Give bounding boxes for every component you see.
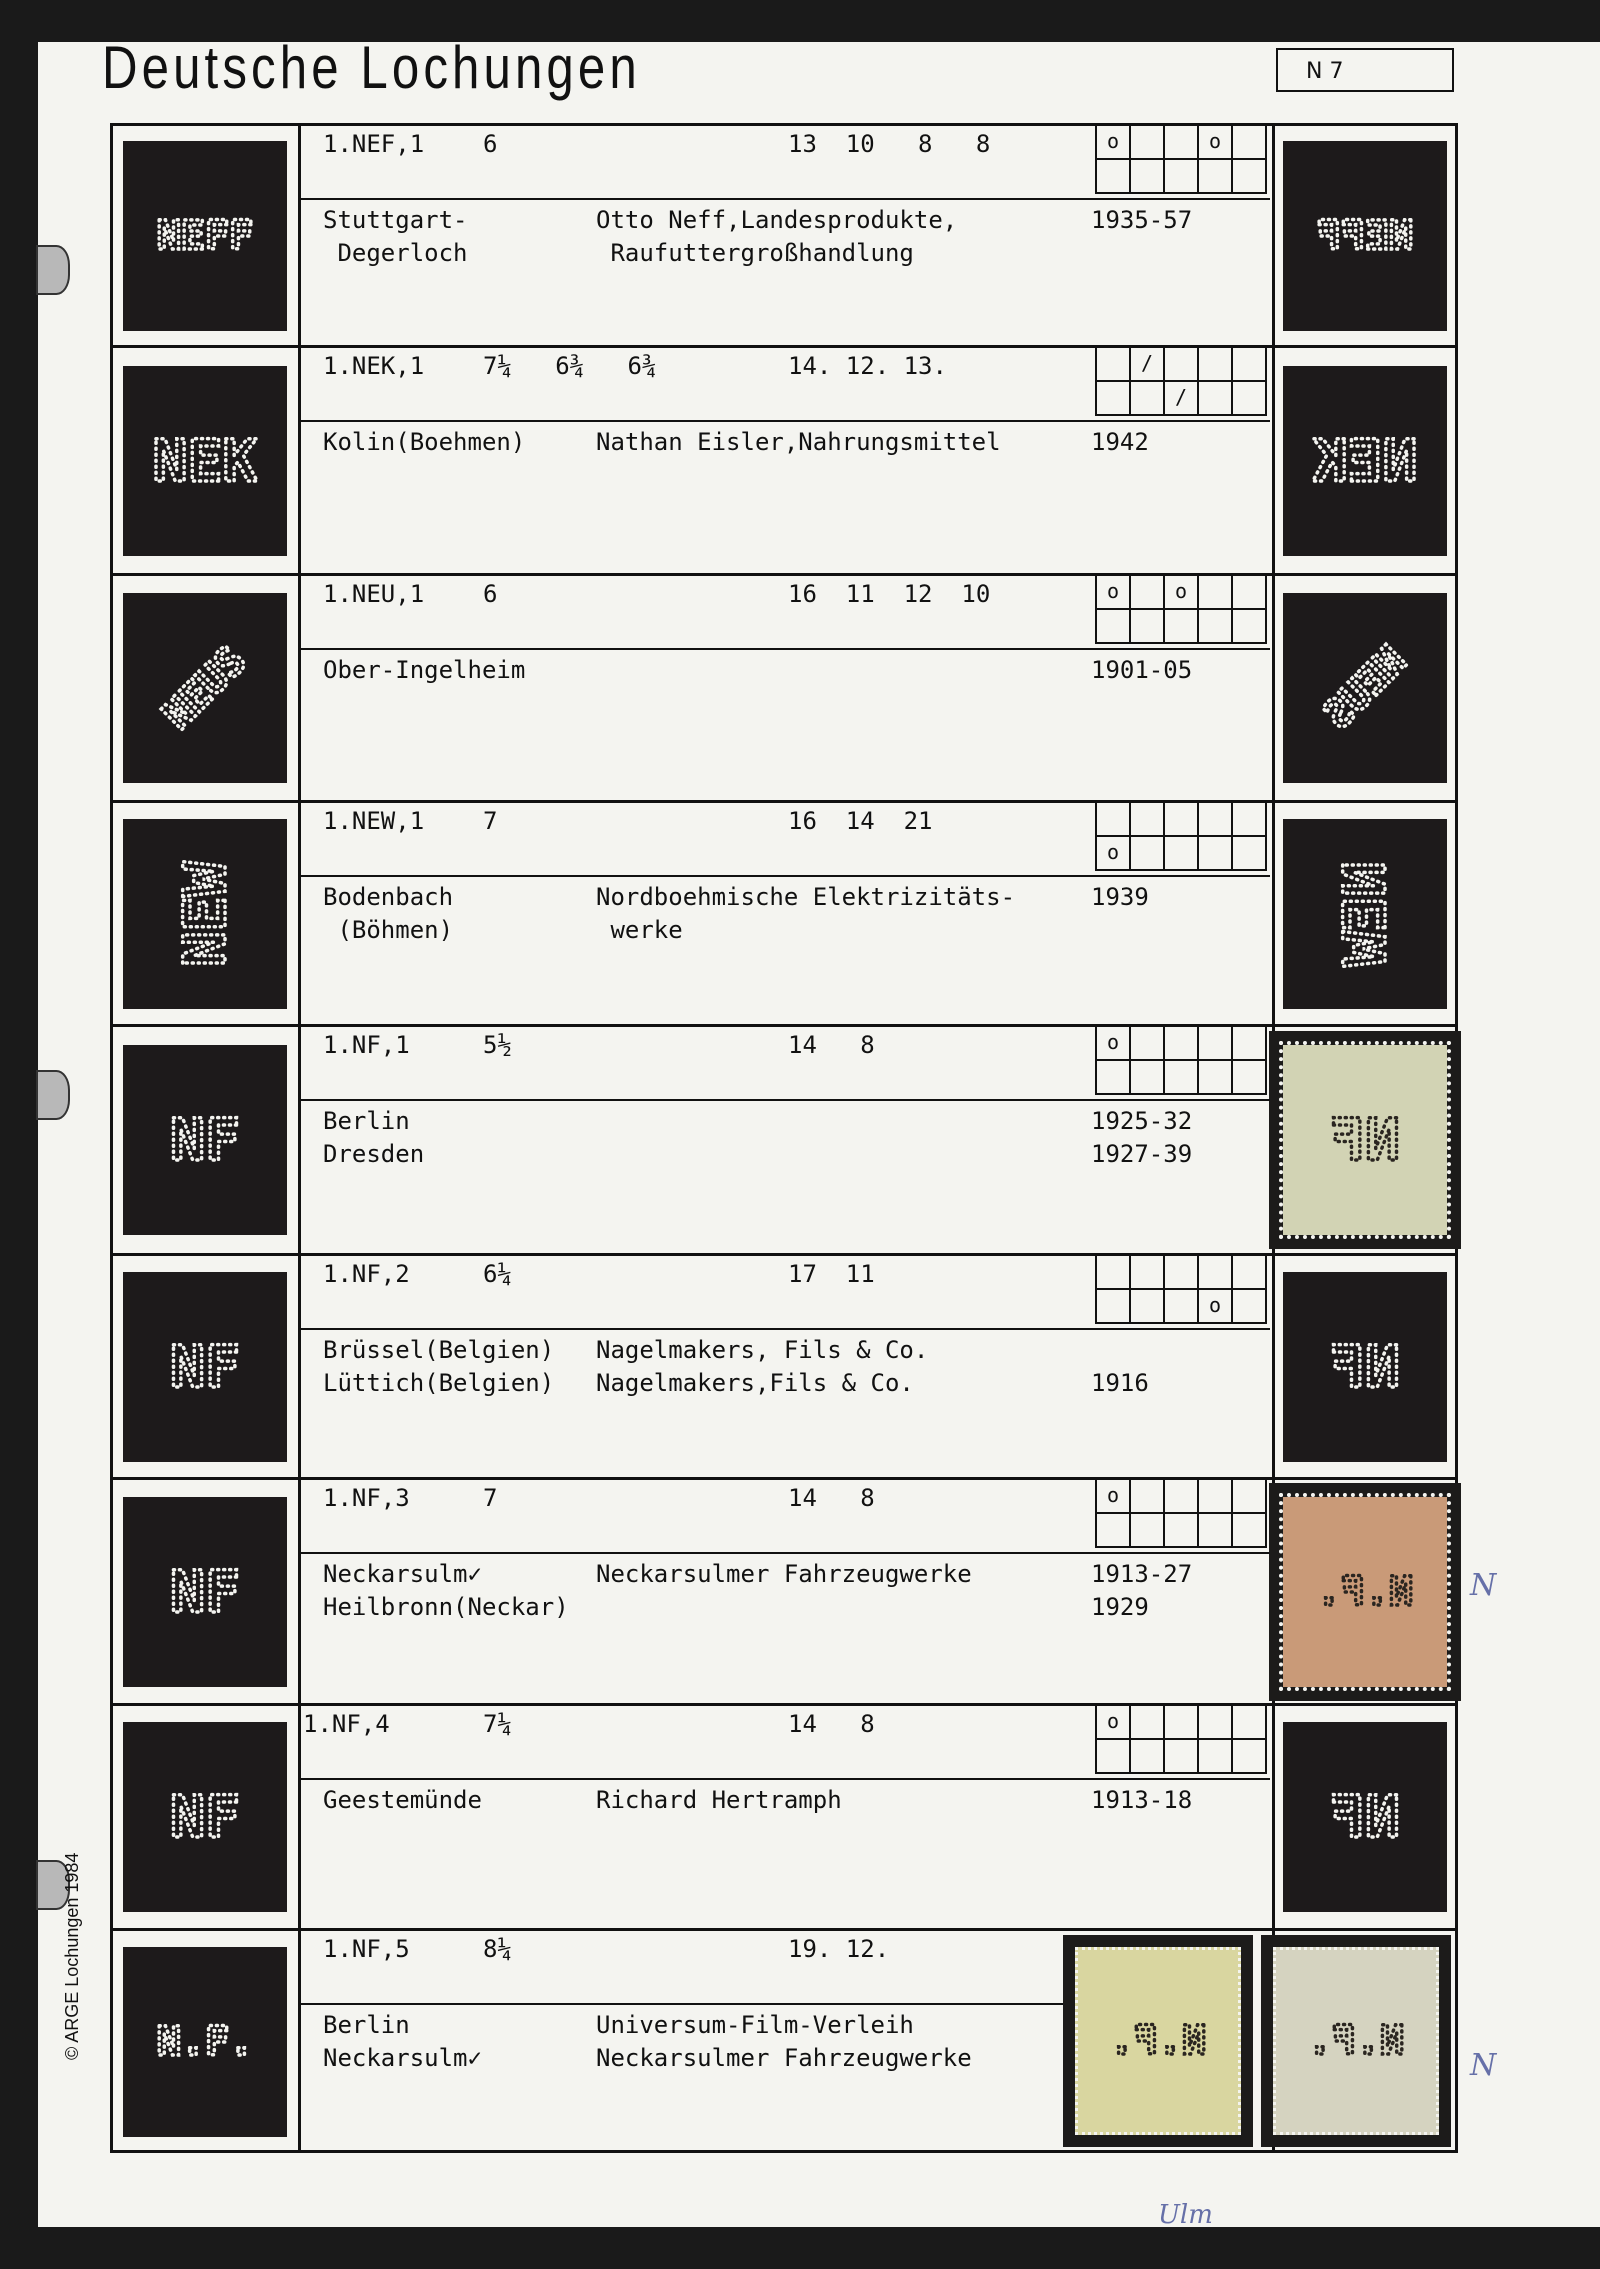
- location: Geestemünde: [323, 1786, 482, 1814]
- company-name: Nagelmakers,Fils & Co.: [596, 1369, 914, 1397]
- company-name: Raufuttergroßhandlung: [596, 239, 914, 267]
- perfin-stamp-back: [1283, 141, 1447, 331]
- location: Berlin: [323, 1107, 410, 1135]
- hole-counts: 19. 12.: [788, 1935, 890, 1963]
- company-name: Neckarsulmer Fahrzeugwerke: [596, 2044, 972, 2072]
- location: Neckarsulm✓: [323, 2044, 482, 2072]
- usage-box: [1131, 1256, 1165, 1290]
- usage-box: [1199, 348, 1233, 382]
- svg-text:N.F.: N.F.: [156, 2019, 254, 2065]
- svg-text:NEW: NEW: [171, 861, 239, 967]
- row-divider: [298, 1328, 1270, 1330]
- location: Brüssel(Belgien): [323, 1336, 555, 1364]
- stamp-back-cell: [1272, 1480, 1455, 1703]
- years-used: 1935-57: [1091, 206, 1193, 234]
- hole-counts: 14. 12. 13.: [788, 352, 947, 380]
- usage-box: [1131, 576, 1165, 610]
- usage-box: [1097, 1740, 1131, 1774]
- entry-table: [110, 123, 1458, 2153]
- catalog-entry: [113, 1931, 1455, 2153]
- catalog-entry: [113, 576, 1455, 803]
- svg-text:NF: NF: [170, 1783, 240, 1851]
- stamp-cell: [113, 576, 301, 800]
- hole-counts: 14 8: [788, 1484, 875, 1512]
- company-name: Universum-Film-Verleih: [596, 2011, 914, 2039]
- perfin-code: 1.NEF,1: [323, 130, 425, 158]
- usage-box: [1131, 1027, 1165, 1061]
- svg-text:N.F.: N.F.: [1109, 2018, 1207, 2064]
- usage-box: /: [1131, 348, 1165, 382]
- hole-counts: 17 11: [788, 1260, 875, 1288]
- perfin-stamp-front: [123, 366, 287, 556]
- usage-box: [1165, 1514, 1199, 1548]
- usage-box: o: [1199, 1290, 1233, 1324]
- svg-text:N.F.: N.F.: [1316, 1569, 1414, 1615]
- location: Bodenbach: [323, 883, 454, 911]
- row-divider: [298, 875, 1270, 877]
- hole-counts: 16 14 21: [788, 807, 933, 835]
- usage-box: [1199, 1740, 1233, 1774]
- usage-box: [1199, 610, 1233, 644]
- usage-box: [1199, 1256, 1233, 1290]
- perforation-gauge: 6: [483, 130, 498, 158]
- location: Berlin: [323, 2011, 410, 2039]
- location: Neckarsulm✓: [323, 1560, 482, 1588]
- perfin-stamp-front: [123, 1272, 287, 1462]
- usage-box: [1131, 1480, 1165, 1514]
- handwritten-note: N: [1470, 1568, 1497, 1603]
- usage-box: [1097, 1290, 1131, 1324]
- svg-text:NEUS: NEUS: [1314, 637, 1416, 739]
- perfin-stamp-back: [1283, 593, 1447, 783]
- years-used: 1929: [1091, 1593, 1149, 1621]
- perfin-stamp-back: [1283, 819, 1447, 1009]
- perforation-gauge: 7¼: [483, 1710, 512, 1738]
- usage-box: [1097, 610, 1131, 644]
- usage-box: [1199, 1514, 1233, 1548]
- row-divider: [298, 1778, 1270, 1780]
- usage-box: [1131, 1514, 1165, 1548]
- hole-counts: 16 11 12 10: [788, 580, 991, 608]
- usage-box: [1131, 803, 1165, 837]
- row-divider: [298, 1099, 1270, 1101]
- perforation-gauge: 5½: [483, 1031, 512, 1059]
- usage-box: [1165, 1480, 1199, 1514]
- stamp-cell: [113, 126, 301, 345]
- usage-box: [1233, 1480, 1267, 1514]
- perfin-stamp-back: [1283, 366, 1447, 556]
- svg-text:NF: NF: [170, 1558, 240, 1626]
- usage-box: o: [1097, 1027, 1131, 1061]
- usage-box: [1233, 837, 1267, 871]
- usage-box: [1131, 160, 1165, 194]
- perfin-stamp-front: [123, 593, 287, 783]
- usage-box: [1199, 803, 1233, 837]
- svg-text:N.F.: N.F.: [1307, 2018, 1405, 2064]
- row-divider: [298, 1552, 1270, 1554]
- catalog-entry: [113, 1256, 1455, 1480]
- usage-box: o: [1097, 1480, 1131, 1514]
- usage-box: [1165, 1740, 1199, 1774]
- affixed-stamp: [1261, 1935, 1451, 2147]
- years-used: 1942: [1091, 428, 1149, 456]
- stamp-back-cell: [1272, 1027, 1455, 1253]
- location: Lüttich(Belgien): [323, 1369, 555, 1397]
- usage-box: [1233, 610, 1267, 644]
- handwritten-note: Ulm: [1158, 2200, 1213, 2230]
- company-name: Otto Neff,Landesprodukte,: [596, 206, 958, 234]
- row-divider: [298, 648, 1270, 650]
- perfin-stamp-back: [1283, 1497, 1447, 1687]
- usage-box: [1165, 1061, 1199, 1095]
- stamp-cell: [113, 1931, 301, 2153]
- usage-box: [1233, 803, 1267, 837]
- usage-box: [1199, 160, 1233, 194]
- company-name: Neckarsulmer Fahrzeugwerke: [596, 1560, 972, 1588]
- usage-box: [1233, 1514, 1267, 1548]
- catalog-entry: [113, 348, 1455, 576]
- usage-box: [1131, 837, 1165, 871]
- stamp-cell: [113, 1256, 301, 1477]
- perfin-code: 1.NF,1: [323, 1031, 410, 1059]
- usage-box: [1199, 1480, 1233, 1514]
- perfin-code: 1.NEK,1: [323, 352, 425, 380]
- usage-box: [1097, 1514, 1131, 1548]
- location: Heilbronn(Neckar): [323, 1593, 569, 1621]
- location: Degerloch: [323, 239, 468, 267]
- hole-counts: 14 8: [788, 1710, 875, 1738]
- usage-box: [1199, 837, 1233, 871]
- perfin-stamp-back: [1283, 1722, 1447, 1912]
- usage-box: [1233, 348, 1267, 382]
- usage-box: [1165, 1706, 1199, 1740]
- stamp-back-cell: [1272, 126, 1455, 345]
- company-name: Nathan Eisler,Nahrungsmittel: [596, 428, 1001, 456]
- svg-text:NEFF: NEFF: [1316, 213, 1414, 259]
- usage-box: [1199, 1027, 1233, 1061]
- perfin-stamp-front: [123, 819, 287, 1009]
- usage-grid: [1095, 1480, 1267, 1548]
- catalog-entry: [113, 1480, 1455, 1706]
- stamp-back-cell: [1272, 1256, 1455, 1477]
- svg-text:NEW: NEW: [1331, 861, 1399, 967]
- svg-text:NF: NF: [1330, 1333, 1400, 1401]
- company-name: Nordboehmische Elektrizitäts-: [596, 883, 1016, 911]
- usage-box: o: [1097, 837, 1131, 871]
- usage-box: [1097, 1061, 1131, 1095]
- years-used: 1925-32: [1091, 1107, 1193, 1135]
- usage-box: o: [1199, 126, 1233, 160]
- usage-box: [1131, 1061, 1165, 1095]
- usage-box: [1131, 382, 1165, 416]
- usage-box: [1199, 1706, 1233, 1740]
- usage-box: [1165, 1256, 1199, 1290]
- usage-box: o: [1097, 126, 1131, 160]
- usage-box: [1233, 382, 1267, 416]
- location: Stuttgart-: [323, 206, 468, 234]
- usage-box: [1199, 1061, 1233, 1095]
- handwritten-note: N: [1470, 2048, 1497, 2083]
- usage-box: [1233, 1256, 1267, 1290]
- perfin-stamp-front: [123, 1947, 287, 2137]
- hole-counts: 14 8: [788, 1031, 875, 1059]
- usage-box: [1097, 348, 1131, 382]
- usage-box: [1165, 837, 1199, 871]
- svg-text:NEK: NEK: [152, 427, 258, 495]
- usage-box: [1097, 1256, 1131, 1290]
- perfin-code: 1.NF,3: [323, 1484, 410, 1512]
- usage-box: o: [1097, 576, 1131, 610]
- usage-box: [1165, 160, 1199, 194]
- perfin-stamp-front: [123, 1722, 287, 1912]
- perforation-gauge: 7¼ 6¾ 6¾: [483, 352, 657, 380]
- usage-box: [1233, 576, 1267, 610]
- perfin-code: 1.NF,2: [323, 1260, 410, 1288]
- svg-text:NEK: NEK: [1312, 427, 1418, 495]
- perfin-stamp-front: [123, 1497, 287, 1687]
- perfin-code: 1.NF,4: [303, 1710, 390, 1738]
- perfin-code: 1.NEU,1: [323, 580, 425, 608]
- usage-box: [1233, 126, 1267, 160]
- usage-box: [1165, 1290, 1199, 1324]
- perfin-stamp-back: [1283, 1045, 1447, 1235]
- row-divider: [298, 420, 1270, 422]
- svg-text:NF: NF: [170, 1333, 240, 1401]
- svg-text:NF: NF: [1330, 1783, 1400, 1851]
- company-name: werke: [596, 916, 683, 944]
- company-name: Nagelmakers, Fils & Co.: [596, 1336, 929, 1364]
- usage-grid: [1095, 1706, 1267, 1774]
- usage-box: [1233, 1061, 1267, 1095]
- location: Kolin(Boehmen): [323, 428, 526, 456]
- catalog-entry: [113, 1027, 1455, 1256]
- usage-box: [1233, 1290, 1267, 1324]
- page-number: N 7: [1276, 48, 1454, 92]
- page-title: Deutsche Lochungen: [102, 34, 641, 101]
- usage-box: [1097, 160, 1131, 194]
- perforation-gauge: 6: [483, 580, 498, 608]
- usage-grid: [1095, 126, 1267, 194]
- usage-grid: [1095, 348, 1267, 416]
- usage-box: o: [1097, 1706, 1131, 1740]
- usage-box: [1097, 803, 1131, 837]
- perforation-gauge: 7: [483, 1484, 498, 1512]
- usage-box: [1199, 382, 1233, 416]
- stamp-cell: [113, 1480, 301, 1703]
- usage-box: [1233, 160, 1267, 194]
- stamp-cell: [113, 1027, 301, 1253]
- usage-box: [1233, 1740, 1267, 1774]
- svg-text:NF: NF: [170, 1106, 240, 1174]
- catalog-entry: [113, 1706, 1455, 1931]
- stamp-cell: [113, 348, 301, 573]
- usage-box: [1165, 126, 1199, 160]
- usage-box: [1233, 1706, 1267, 1740]
- perforation-gauge: 8¼: [483, 1935, 512, 1963]
- usage-box: [1165, 610, 1199, 644]
- stamp-back-cell: [1272, 1706, 1455, 1928]
- stamp-cell: [113, 1706, 301, 1928]
- stamp-back-cell: [1272, 348, 1455, 573]
- usage-grid: [1095, 1027, 1267, 1095]
- usage-grid: [1095, 576, 1267, 644]
- years-used: 1927-39: [1091, 1140, 1193, 1168]
- svg-text:NEFF: NEFF: [156, 213, 254, 259]
- perforation-gauge: 7: [483, 807, 498, 835]
- usage-box: [1131, 1740, 1165, 1774]
- usage-box: [1165, 1027, 1199, 1061]
- usage-box: [1131, 1290, 1165, 1324]
- perforation-gauge: 6¼: [483, 1260, 512, 1288]
- usage-box: [1199, 576, 1233, 610]
- location: Dresden: [323, 1140, 425, 1168]
- usage-box: [1131, 126, 1165, 160]
- years-used: 1913-18: [1091, 1786, 1193, 1814]
- location: Ober-Ingelheim: [323, 656, 526, 684]
- catalog-entry: [113, 803, 1455, 1027]
- company-name: Richard Hertramph: [596, 1786, 842, 1814]
- usage-box: o: [1165, 576, 1199, 610]
- hole-counts: 13 10 8 8: [788, 130, 991, 158]
- years-used: 1916: [1091, 1369, 1149, 1397]
- years-used: 1913-27: [1091, 1560, 1193, 1588]
- usage-box: [1131, 1706, 1165, 1740]
- stamp-cell: [113, 803, 301, 1024]
- usage-box: [1165, 348, 1199, 382]
- stamp-back-cell: [1272, 803, 1455, 1024]
- perfin-code: 1.NEW,1: [323, 807, 425, 835]
- usage-box: [1097, 382, 1131, 416]
- row-divider: [298, 2003, 1178, 2005]
- stamp-back-cell: [1272, 576, 1455, 800]
- usage-grid: [1095, 803, 1267, 871]
- usage-box: /: [1165, 382, 1199, 416]
- affixed-stamp: [1063, 1935, 1253, 2147]
- usage-box: [1131, 610, 1165, 644]
- location: (Böhmen): [323, 916, 454, 944]
- usage-grid: [1095, 1256, 1267, 1324]
- perfin-stamp-front: [123, 1045, 287, 1235]
- row-divider: [298, 198, 1270, 200]
- years-used: 1901-05: [1091, 656, 1193, 684]
- copyright-note: © ARGE Lochungen 1984: [62, 1852, 82, 2060]
- usage-box: [1165, 803, 1199, 837]
- perfin-stamp-back: [1283, 1272, 1447, 1462]
- catalog-entry: [113, 126, 1455, 348]
- binder-ring: [36, 1070, 70, 1120]
- binder-ring: [36, 245, 70, 295]
- years-used: 1939: [1091, 883, 1149, 911]
- perfin-code: 1.NF,5: [323, 1935, 410, 1963]
- svg-text:NF: NF: [1330, 1106, 1400, 1174]
- usage-box: [1233, 1027, 1267, 1061]
- svg-text:NEUS: NEUS: [154, 637, 256, 739]
- perfin-stamp-front: [123, 141, 287, 331]
